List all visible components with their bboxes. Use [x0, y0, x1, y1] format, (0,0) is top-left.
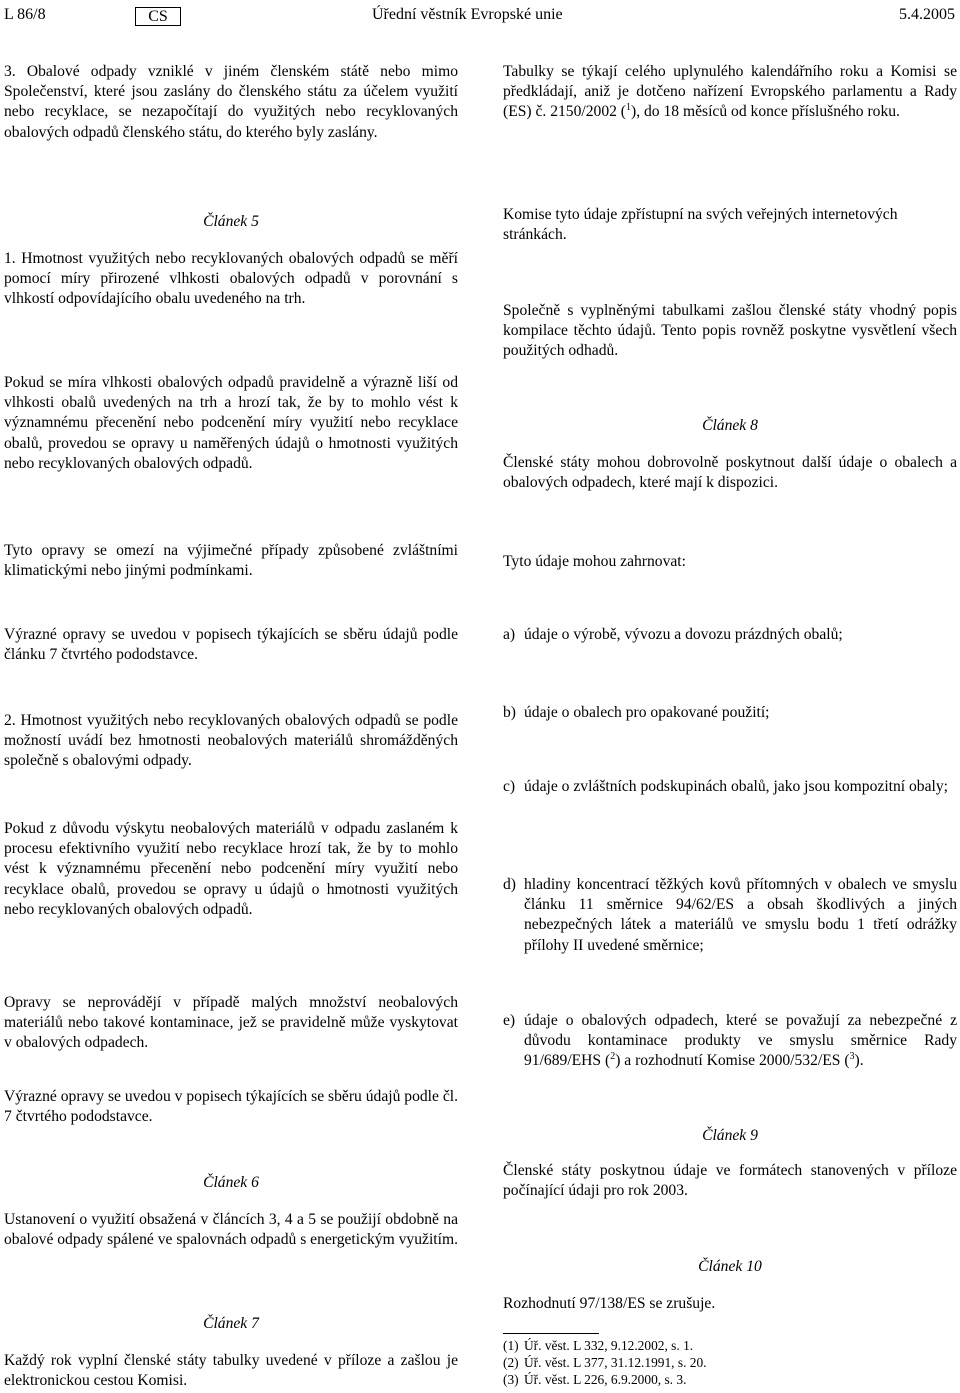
footnote-ref-3: 3 — [849, 1051, 855, 1063]
list-item-text: hladiny koncentrací těžkých kovů přítomných v obalech ve smyslu článku 11 směrnice 94/62/ES a obsah škodlivých a jiných nebezpečných látek a materiálů ve smyslu bodu 1 třetí odrážky přílohy II uvedené směrnice; — [524, 876, 957, 954]
list-item-text: údaje o obalových odpadech, které se považují za nebezpečné z důvodu kontaminace produkty ve smyslu směrnice Rady 91/689/EHS ($^2$) a rozhodnutí Komise 2000/532/ES ($^3$). — [524, 1012, 957, 1070]
article-6-title: Článek 6 — [203, 1174, 259, 1191]
footnote-2: (2) Úř. věst. L 377, 31.12.1991, s. 20. — [503, 1355, 707, 1370]
article-5-paragraph-1-sub-1: Pokud se míra vlhkosti obalových odpadů pravidelně a výrazně liší od vlhkosti obalů uvedených na trh a hrozí tak, že by to mohlo vést k významnému přecenění nebo podcenění míry využití nebo recyklace obalů, provedou se opravy u naměřených údajů o hmotnosti využitých nebo recyklovaných obalových odpadů. — [4, 374, 458, 472]
list-item-a — [503, 625, 957, 645]
list-item-c — [503, 777, 957, 797]
article-7-title: Článek 7 — [203, 1315, 259, 1332]
article-8-title: Článek 8 — [702, 417, 758, 434]
article-10-title: Článek 10 — [698, 1258, 762, 1275]
article-5-paragraph-2-sub-2: Opravy se neprovádějí v případě malých množství neobalových materiálů nebo takové kontaminace, jež se pravidelně může vyskytovat v obalových odpadech. — [4, 994, 458, 1052]
list-item-label: e) — [503, 1012, 516, 1029]
article-5-paragraph-2-sub-1: Pokud z důvodu výskytu neobalových materiálů v odpadu zaslaném k procesu efektivního využití nebo recyklace hrozí tak, že by to mohlo vést k významnému přecenění nebo podcenění míry využití nebo recyklace obalů, provedou se opravy u údajů o hmotnosti využitých nebo recyklovaných obalových odpadů. — [4, 820, 458, 918]
list-item-label: b) — [503, 704, 516, 721]
page-header — [0, 6, 960, 34]
list-item-text: údaje o obalech pro opakované použití; — [524, 704, 770, 721]
publication-date: 5.4.2005 — [899, 6, 955, 23]
article-6-paragraph: Ustanovení o využití obsažená v článcích 3, 4 a 5 se použijí obdobně na obalové odpady spálené ve spalovnách odpadů s energetickým využitím. — [4, 1211, 458, 1249]
footnote-divider — [503, 1333, 599, 1334]
journal-title: Úřední věstník Evropské unie — [372, 6, 563, 23]
list-item-b — [503, 703, 957, 723]
list-item-label: a) — [503, 626, 516, 643]
article-5-title: Článek 5 — [203, 213, 259, 230]
list-item-label: d) — [503, 876, 516, 893]
language-code-box: CS — [135, 7, 181, 26]
article-5-paragraph-1: 1. Hmotnost využitých nebo recyklovaných obalových odpadů se měří pomocí míry přirozené vlhkosti obalových odpadů v porovnání s vlhkostí odpovídajícího obalu uvedeného na trh. — [4, 250, 458, 308]
article-5-paragraph-1-sub-3: Výrazné opravy se uvedou v popisech týkajících se sběru údajů podle článku 7 čtvrtého pododstavce. — [4, 626, 458, 664]
article-7-paragraph: Každý rok vyplní členské státy tabulky uvedené v příloze a zašlou je elektronickou cestou Komisi. — [4, 1352, 458, 1390]
article-5-paragraph-2-sub-3: Výrazné opravy se uvedou v popisech týkajících se sběru údajů podle čl. 7 čtvrtého pododstavce. — [4, 1088, 458, 1126]
article-7-publication-paragraph: Komise tyto údaje zpřístupní na svých veřejných internetových stránkách. — [503, 206, 898, 244]
footnote-1: (1) Úř. věst. L 332, 9.12.2002, s. 1. — [503, 1338, 694, 1353]
journal-reference: L 86/8 — [4, 6, 46, 23]
article-8-list-intro: Tyto údaje mohou zahrnovat: — [503, 553, 686, 570]
article-9-paragraph: Členské státy poskytnou údaje ve formátech stanovených v příloze počínající údaji pro rok 2003. — [503, 1162, 957, 1200]
article-9-title: Článek 9 — [702, 1127, 758, 1144]
article-5-paragraph-2: 2. Hmotnost využitých nebo recyklovaných obalových odpadů se podle možností uvádí bez hmotnosti neobalových materiálů shromážděných společně s obalovými odpady. — [4, 712, 458, 770]
article-10-paragraph: Rozhodnutí 97/138/ES se zrušuje. — [503, 1295, 716, 1312]
list-item-text: údaje o zvláštních podskupinách obalů, jako jsou kompozitní obaly; — [524, 778, 948, 795]
footnote-ref-2: 2 — [610, 1051, 616, 1063]
list-item-e — [503, 1011, 957, 1072]
list-item-d — [503, 875, 957, 956]
list-item-text: údaje o výrobě, vývozu a dovozu prázdných obalů; — [524, 626, 843, 643]
footnote-3: (3) Úř. věst. L 226, 6.9.2000, s. 3. — [503, 1372, 687, 1387]
footnote-ref-1: 1 — [626, 102, 631, 114]
article-8-paragraph: Členské státy mohou dobrovolně poskytnout další údaje o obalech a obalových odpadech, které mají k dispozici. — [503, 454, 957, 492]
article-7-compilation-paragraph: Společně s vyplněnými tabulkami zašlou členské státy vhodný popis kompilace těchto údajů. Tento popis rovněž poskytne vysvětlení všech použitých odhadů. — [503, 302, 957, 360]
article-7-tables-paragraph: Tabulky se týkají celého uplynulého kalendářního roku a Komisi se předkládají, aniž je dotčeno nařízení Evropského parlamentu a Rady (ES) č. 2150/2002 ($^1$), do 18 měsíců od konce příslušného roku. — [503, 63, 957, 121]
paragraph-3: 3. Obalové odpady vzniklé v jiném členském státě nebo mimo Společenství, které jsou zaslány do členského státu za účelem využití nebo recyklace, se nezapočítají do využitých nebo recyklovaných obalových odpadů členského státu, do kterého byly zaslány. — [4, 63, 458, 141]
article-5-paragraph-1-sub-2: Tyto opravy se omezí na výjimečné případy způsobené zvláštními klimatickými nebo jinými podmínkami. — [4, 542, 458, 580]
list-item-label: c) — [503, 778, 516, 795]
